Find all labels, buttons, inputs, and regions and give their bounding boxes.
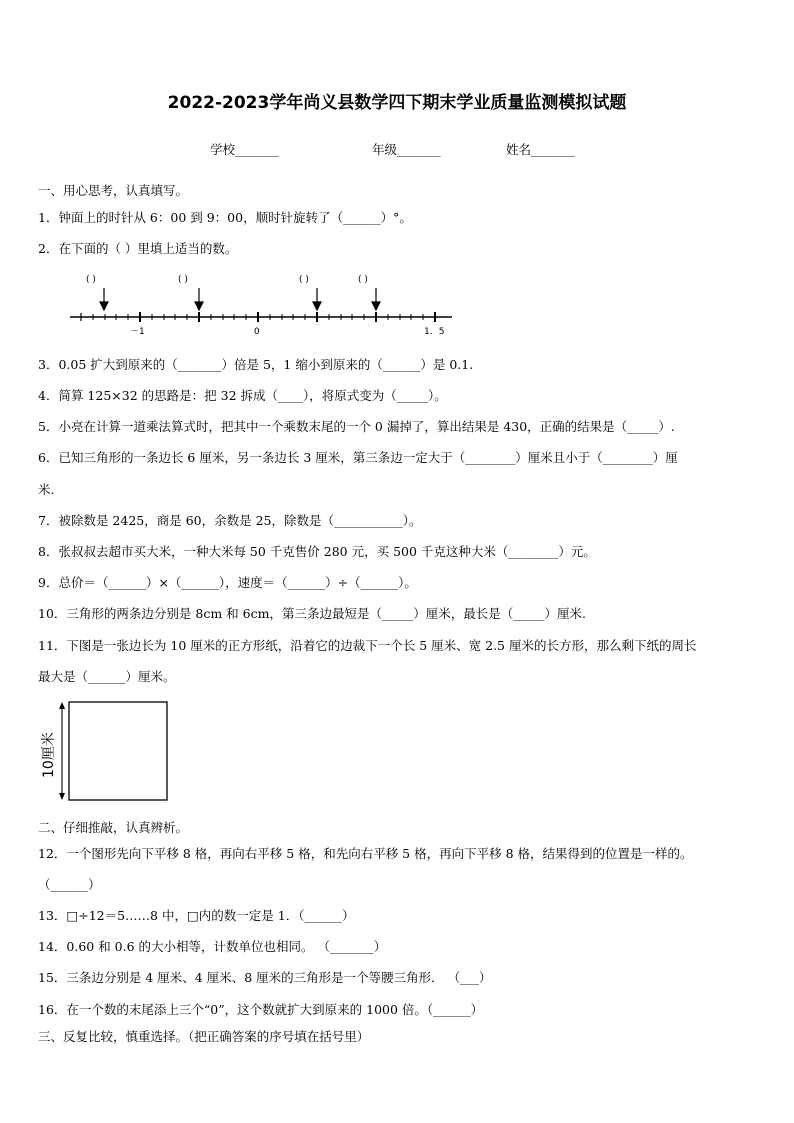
question-13: 13．□÷12＝5……8 中，□内的数一定是 1．（______） [38,908,355,923]
question-10: 10．三角形的两条边分别是 8cm 和 6cm，第三条边最短是（_____）厘米，最长是（_____）厘米. [38,606,586,621]
question-15: 15．三条边分别是 4 厘米、4 厘米、8 厘米的三角形是一个等腰三角形． （___） [38,970,492,985]
question-16: 16．在一个数的末尾添上三个“0”，这个数就扩大到原来的 1000 倍。（______） [38,1002,484,1017]
question-11-line-1: 11．下图是一张边长为 10 厘米的正方形纸，沿着它的边裁下一个长 5 厘米、宽 2.5 厘米的长方形，那么剩下纸的周长 [38,638,697,653]
section2-heading: 二、仔细推敲，认真辨析。 [38,820,189,835]
dimension-arrow-bottom [59,793,65,800]
page-title: 2022-2023学年尚义县数学四下期末学业质量监测模拟试题 [167,93,627,113]
question-2: 2．在下面的（ ）里填上适当的数。 [38,241,238,256]
question-1: 1．钟面上的时针从 6：00 到 9：00，顺时针旋转了（______）°。 [38,210,412,225]
question-14: 14．0.60 和 0.6 的大小相等，计数单位也相同。 （_______） [38,939,387,954]
blank-label-4: ( ) [358,275,368,285]
arrows [100,288,380,310]
blank-label-2: ( ) [178,275,188,285]
question-4: 4．简算 125×32 的思路是：把 32 拆成（____），将原式变为（_____）。 [38,388,447,403]
section3-heading: 三、反复比较，慎重选择。（把正确答案的序号填在括号里） [38,1029,370,1044]
blank-labels [86,275,368,285]
question-9: 9．总价＝（______）×（______），速度＝（______）÷（______）。 [38,575,417,590]
square-figure [38,698,174,806]
question-12-line-1: 12．一个图形先向下平移 8 格，再向右平移 5 格，和先向右平移 5 格，再向下平移 8 格，结果得到的位置是一样的。 [38,846,693,861]
question-3: 3．0.05 扩大到原来的（_______）倍是 5，1 缩小到原来的（______）是 0.1. [38,357,474,372]
tick-label-1-5: 1．5 [424,327,445,337]
tick-labels [130,327,444,337]
question-7: 7．被除数是 2425，商是 60，余数是 25，除数是（___________）。 [38,513,422,528]
school-field: 学校_______ [210,142,279,157]
tick-label-0: 0 [254,327,260,337]
question-6-line-1: 6．已知三角形的一条边长 6 厘米，另一条边长 3 厘米，第三条边一定大于（________）厘米且小于（________）厘 [38,450,678,465]
grade-field: 年级_______ [372,142,441,157]
question-11-line-2: 最大是（______）厘米。 [38,669,176,684]
section1-heading: 一、用心思考，认真填写。 [38,183,189,198]
blank-label-1: ( ) [86,275,96,285]
square-shape [69,702,167,800]
blank-label-3: ( ) [299,275,309,285]
name-field: 姓名_______ [506,142,575,157]
dimension-arrow-top [59,702,65,709]
question-8: 8．张叔叔去超市买大米，一种大米每 50 千克售价 280 元，买 500 千克这种大米（________）元。 [38,544,596,559]
square-side-label: 10厘米 [41,732,57,778]
question-12-line-2: （______） [38,877,101,892]
question-6-line-2: 米. [38,482,55,497]
question-5: 5．小亮在计算一道乘法算式时，把其中一个乘数末尾的一个 0 漏掉了，算出结果是 430，正确的结果是（_____）. [38,419,675,434]
tick-label-minus-1: －1 [130,327,145,337]
number-line-figure [60,268,460,340]
